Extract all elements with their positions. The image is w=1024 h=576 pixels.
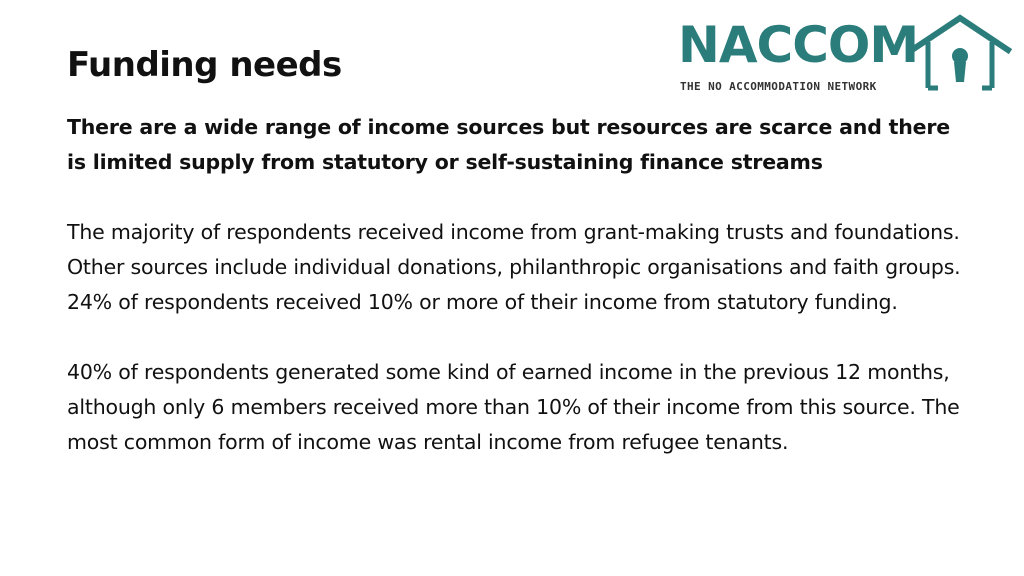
spacer — [67, 180, 967, 215]
house-keyhole-icon — [906, 12, 1014, 96]
slide-body — [67, 110, 967, 460]
lead-statement: There are a wide range of income sources but resources are scarce and there is limited supply from statutory or self-sustaining finance streams — [67, 115, 950, 174]
logo-wordmark: NACCOM — [678, 16, 919, 74]
logo-tagline: THE NO ACCOMMODATION NETWORK — [680, 80, 877, 93]
body-paragraph-1: The majority of respondents received income from grant-making trusts and foundations. Other sources include individual donations, philanthropic organisations and faith groups. 24% of respondents received 10% or more of their income from statutory funding. — [67, 220, 961, 314]
naccom-logo — [676, 12, 1018, 96]
body-paragraph-2: 40% of respondents generated some kind of earned income in the previous 12 months, although only 6 members received more than 10% of their income from this source. The most common form of income was rental income from refugee tenants. — [67, 360, 960, 454]
slide-title: Funding needs — [67, 45, 342, 85]
spacer — [67, 320, 967, 355]
